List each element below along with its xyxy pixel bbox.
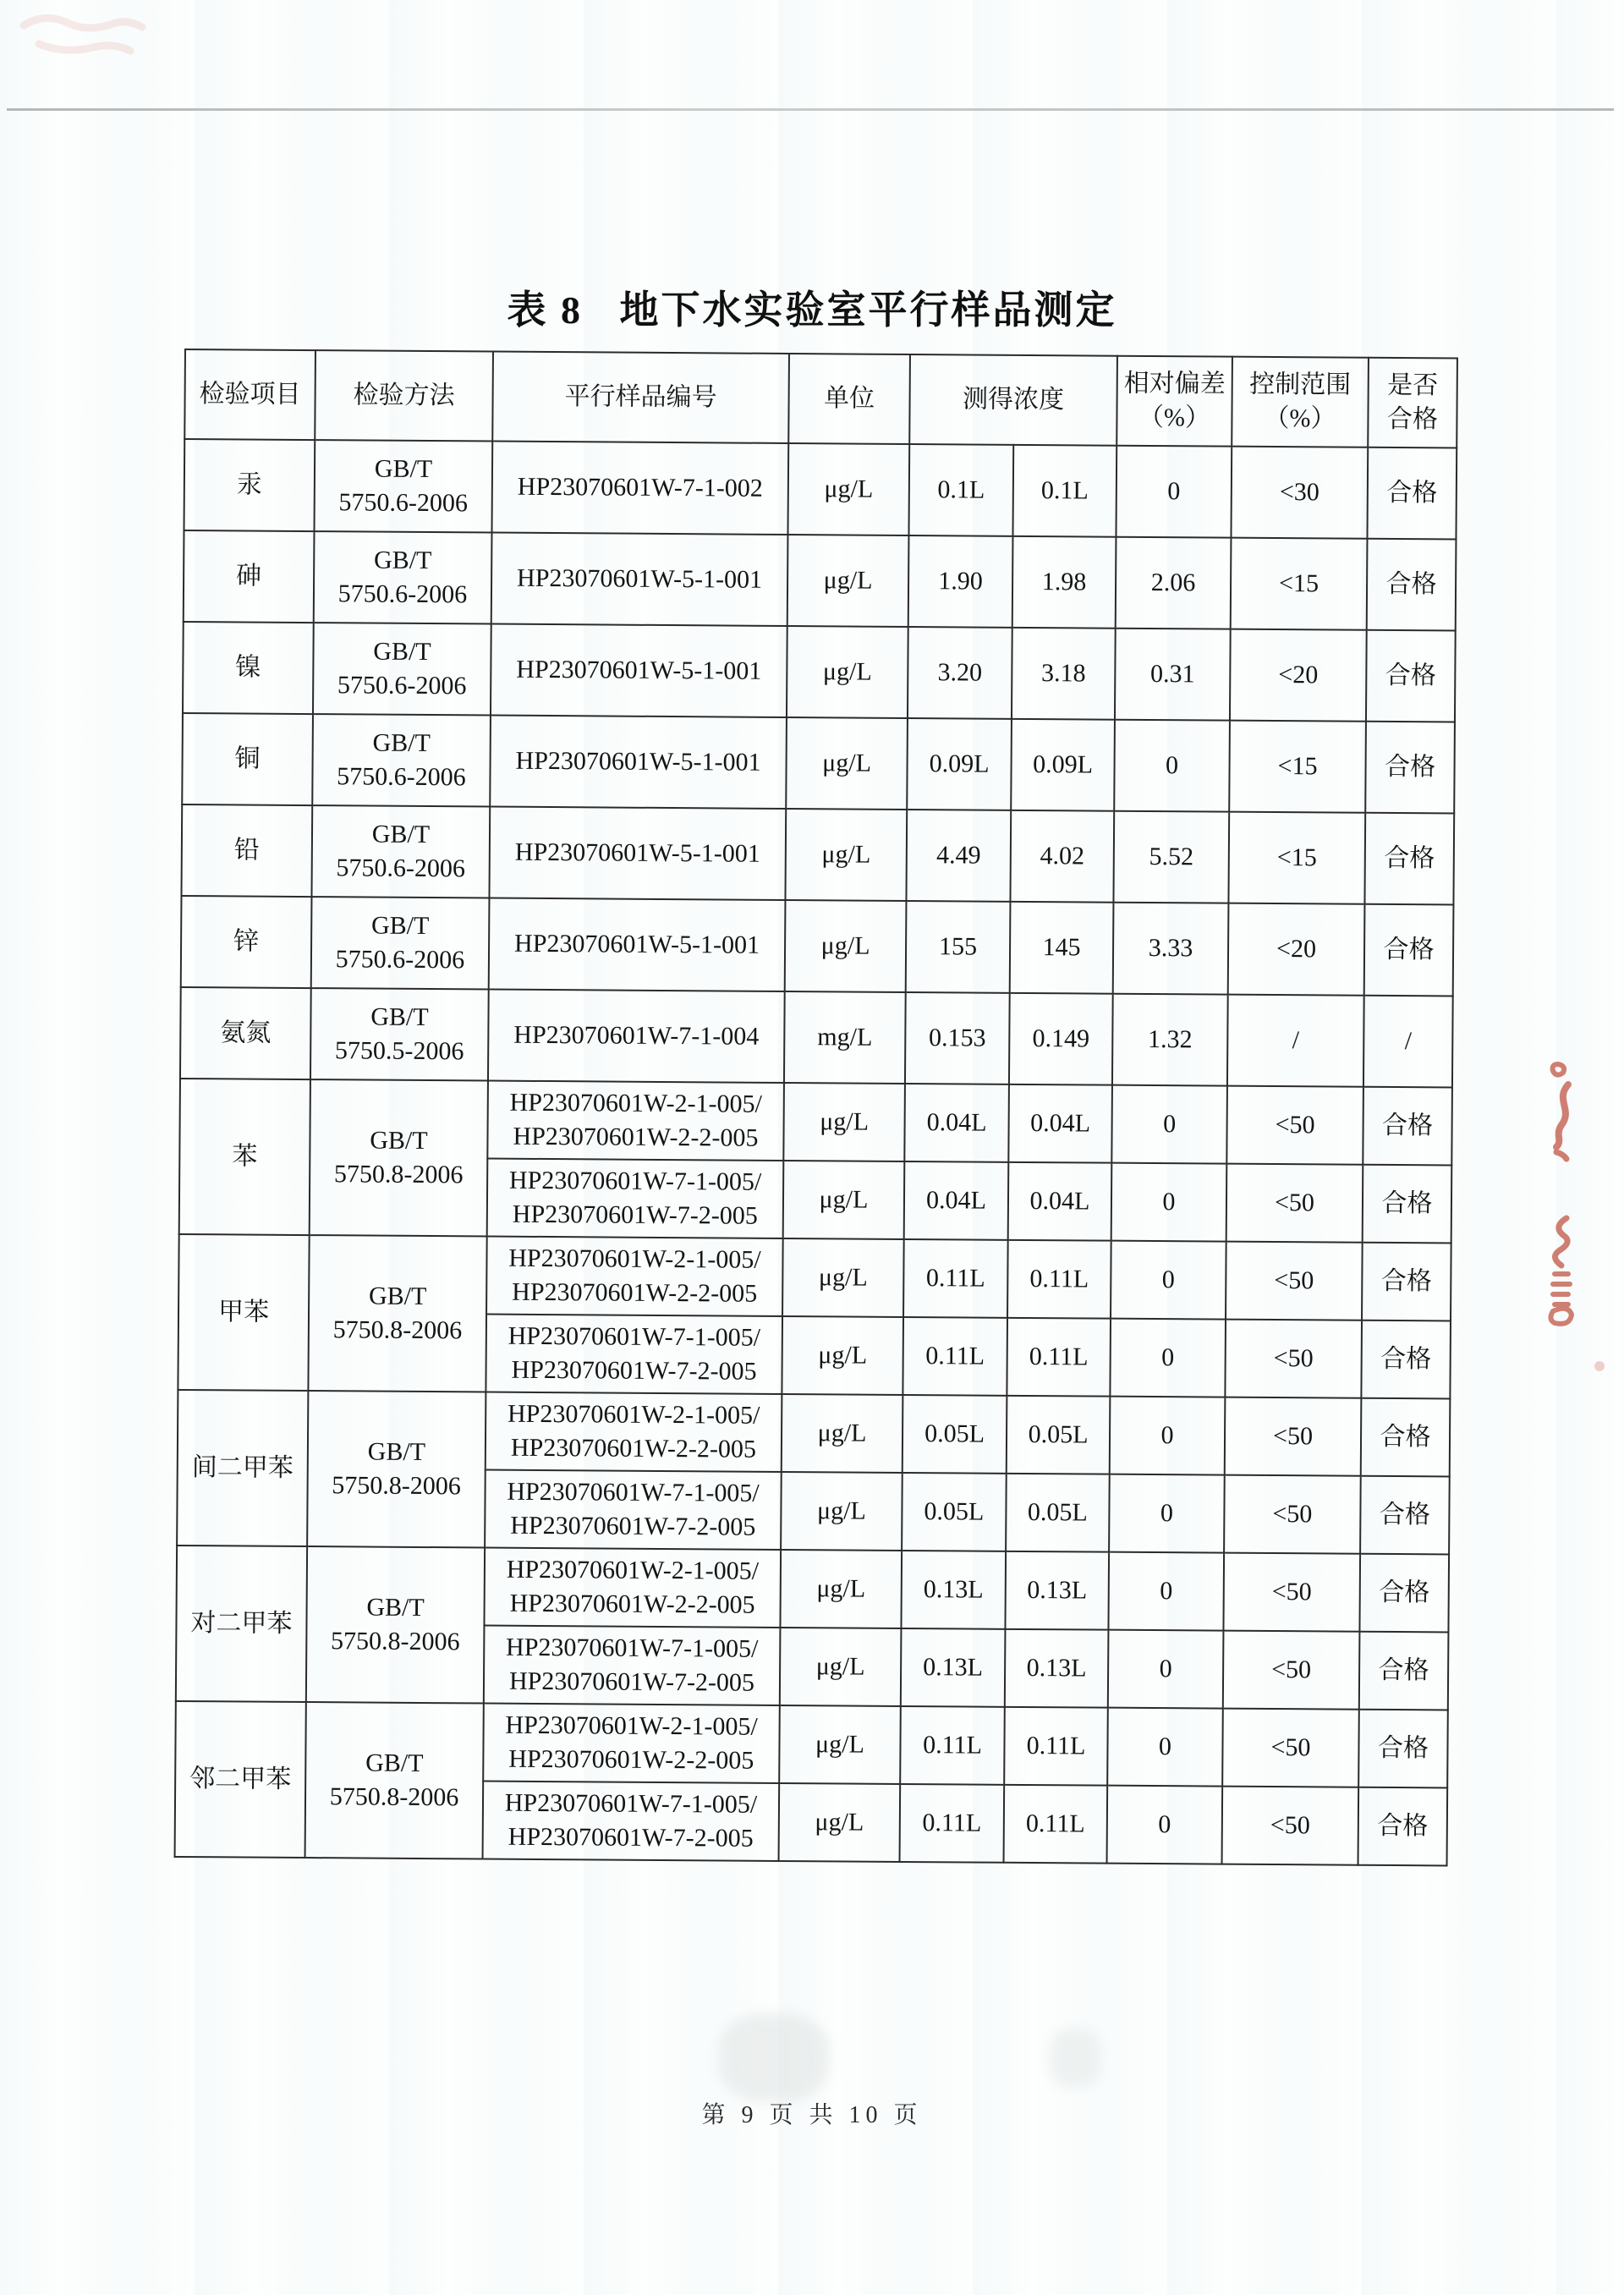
- test-item: 氨氮: [180, 987, 311, 1079]
- measured-2: 4.02: [1010, 810, 1114, 903]
- sample-id: HP23070601W-7-1-005/ HP23070601W-7-2-005: [486, 1315, 782, 1394]
- header-qualified: 是否 合格: [1368, 358, 1457, 448]
- measured-2: 0.11L: [1004, 1785, 1108, 1864]
- red-ink-mark: [24, 18, 142, 51]
- measured-1: 0.13L: [901, 1551, 1006, 1629]
- measured-1: 155: [906, 901, 1011, 993]
- control-range: <50: [1226, 1164, 1363, 1243]
- control-range: <50: [1226, 1086, 1363, 1165]
- unit: μg/L: [785, 900, 907, 992]
- relative-deviation: 0: [1108, 1630, 1224, 1709]
- qualified: 合格: [1361, 1320, 1451, 1399]
- unit: μg/L: [787, 443, 909, 535]
- measured-1: 1.90: [908, 535, 1013, 628]
- test-method: GB/T 5750.6-2006: [314, 531, 492, 623]
- test-method: GB/T 5750.8-2006: [308, 1235, 486, 1392]
- qualified: 合格: [1358, 1787, 1448, 1866]
- unit: μg/L: [786, 717, 908, 810]
- sample-id: HP23070601W-5-1-001: [491, 624, 787, 717]
- measured-1: 0.11L: [903, 1239, 1008, 1318]
- control-range: <50: [1223, 1631, 1360, 1710]
- test-method: GB/T 5750.6-2006: [312, 714, 491, 806]
- relative-deviation: 5.52: [1113, 811, 1229, 903]
- test-method: GB/T 5750.8-2006: [310, 1079, 488, 1236]
- control-range: <50: [1223, 1553, 1360, 1632]
- measured-1: 3.20: [908, 627, 1012, 719]
- measured-1: 0.05L: [902, 1473, 1007, 1551]
- control-range: <20: [1228, 903, 1365, 996]
- measured-2: 0.04L: [1008, 1162, 1112, 1241]
- test-method: GB/T 5750.6-2006: [311, 805, 490, 898]
- measured-2: 145: [1010, 902, 1114, 994]
- page-top-rule: [7, 108, 1614, 111]
- sample-id: HP23070601W-7-1-002: [491, 442, 788, 535]
- measured-2: 0.11L: [1007, 1318, 1111, 1397]
- measured-1: 0.04L: [904, 1161, 1009, 1240]
- measured-2: 0.11L: [1007, 1240, 1111, 1319]
- sample-id: HP23070601W-2-1-005/ HP23070601W-2-2-005: [486, 1237, 783, 1316]
- test-item: 镍: [183, 622, 314, 714]
- test-item: 对二甲苯: [176, 1546, 307, 1702]
- sample-id: HP23070601W-5-1-001: [491, 533, 788, 626]
- sample-id: HP23070601W-2-1-005/ HP23070601W-2-2-005: [483, 1704, 780, 1783]
- relative-deviation: 1.32: [1112, 994, 1228, 1086]
- test-item: 间二甲苯: [177, 1390, 308, 1546]
- test-method: GB/T 5750.8-2006: [306, 1546, 485, 1703]
- table-row: [176, 1546, 1449, 1632]
- header-unit: 单位: [788, 354, 910, 444]
- red-ink-mark: [1553, 1064, 1568, 1159]
- measured-2: 0.04L: [1008, 1084, 1112, 1163]
- unit: μg/L: [780, 1550, 902, 1628]
- qualified: 合格: [1367, 539, 1457, 631]
- measured-2: 0.149: [1009, 993, 1113, 1085]
- unit: mg/L: [784, 991, 906, 1084]
- measured-2: 0.1L: [1012, 445, 1116, 537]
- measured-1: 0.05L: [903, 1395, 1007, 1474]
- header-test-item: 检验项目: [184, 349, 315, 440]
- qualified: 合格: [1363, 1087, 1452, 1166]
- sample-id: HP23070601W-7-1-005/ HP23070601W-7-2-005: [484, 1626, 781, 1705]
- qualified: 合格: [1365, 722, 1455, 814]
- table-row: [175, 1701, 1448, 1787]
- qualified: 合格: [1366, 630, 1456, 722]
- header-measured-concentration: 测得浓度: [909, 354, 1117, 446]
- red-ink-mark: [1550, 1218, 1572, 1324]
- qualified: 合格: [1359, 1632, 1449, 1710]
- test-method: GB/T 5750.8-2006: [307, 1391, 486, 1547]
- qualified: /: [1363, 996, 1453, 1088]
- unit: μg/L: [780, 1628, 902, 1706]
- measured-2: 0.13L: [1005, 1551, 1109, 1630]
- test-item: 锌: [181, 896, 312, 988]
- qualified: 合格: [1361, 1398, 1451, 1477]
- control-range: <50: [1225, 1397, 1362, 1476]
- unit: μg/L: [782, 1316, 903, 1395]
- relative-deviation: 0: [1107, 1708, 1223, 1787]
- qualified: 合格: [1358, 1710, 1448, 1788]
- header-row: [184, 349, 1457, 447]
- test-method: GB/T 5750.5-2006: [310, 988, 489, 1080]
- qualified: 合格: [1367, 447, 1457, 540]
- sample-id: HP23070601W-5-1-001: [489, 898, 786, 991]
- control-range: <50: [1226, 1242, 1363, 1320]
- unit: μg/L: [783, 1083, 905, 1161]
- sample-id: HP23070601W-7-1-005/ HP23070601W-7-2-005: [483, 1782, 780, 1861]
- unit: μg/L: [781, 1472, 903, 1551]
- test-item: 甲苯: [178, 1234, 309, 1391]
- measured-1: 0.1L: [908, 444, 1013, 536]
- relative-deviation: 0: [1108, 1552, 1224, 1631]
- relative-deviation: 3.33: [1113, 903, 1229, 995]
- unit: μg/L: [782, 1394, 903, 1473]
- test-item: 汞: [184, 439, 315, 531]
- header-control-range: 控制范围 （%）: [1232, 357, 1369, 447]
- measured-1: 0.13L: [901, 1628, 1006, 1707]
- relative-deviation: 0: [1110, 1397, 1226, 1475]
- relative-deviation: 0: [1111, 1085, 1227, 1164]
- qualified: 合格: [1363, 1165, 1452, 1244]
- control-range: <50: [1224, 1475, 1361, 1554]
- test-item: 砷: [184, 530, 315, 623]
- control-range: <15: [1228, 812, 1365, 904]
- qualified: 合格: [1364, 813, 1454, 905]
- relative-deviation: 0: [1111, 1241, 1226, 1320]
- table-row: [178, 1390, 1451, 1476]
- parallel-sample-table: [174, 349, 1458, 1866]
- table-row: [180, 987, 1453, 1087]
- measured-2: 0.11L: [1004, 1707, 1108, 1786]
- control-range: /: [1227, 995, 1364, 1087]
- control-range: <30: [1231, 447, 1368, 539]
- sample-id: HP23070601W-5-1-001: [490, 716, 787, 809]
- table-row: [182, 713, 1455, 813]
- table-title: 表 8 地下水实验室平行样品测定: [507, 288, 1117, 332]
- measured-2: 0.05L: [1007, 1396, 1111, 1474]
- sample-id: HP23070601W-7-1-005/ HP23070601W-7-2-005: [485, 1470, 782, 1550]
- measured-1: 0.11L: [903, 1317, 1007, 1396]
- measured-1: 0.11L: [900, 1706, 1005, 1785]
- test-method: GB/T 5750.6-2006: [313, 623, 491, 715]
- measured-2: 0.05L: [1006, 1474, 1110, 1552]
- sample-id: HP23070601W-2-1-005/ HP23070601W-2-2-005: [486, 1392, 782, 1472]
- unit: μg/L: [779, 1783, 901, 1862]
- relative-deviation: 0: [1114, 720, 1230, 812]
- header-sample-id: 平行样品编号: [492, 352, 789, 443]
- header-relative-deviation: 相对偏差 （%）: [1116, 356, 1232, 447]
- red-ink-dot: [1594, 1361, 1605, 1371]
- sample-id: HP23070601W-7-1-004: [488, 990, 785, 1083]
- table-row: [183, 622, 1456, 722]
- sample-id: HP23070601W-2-1-005/ HP23070601W-2-2-005: [484, 1548, 781, 1628]
- measured-1: 0.11L: [900, 1784, 1005, 1863]
- measured-2: 3.18: [1012, 628, 1116, 720]
- page-footer: 第 9 页 共 10 页: [701, 2102, 923, 2128]
- test-item: 苯: [179, 1079, 310, 1235]
- test-method: GB/T 5750.8-2006: [305, 1702, 484, 1859]
- scan-smudge: [719, 2013, 829, 2102]
- relative-deviation: 0: [1111, 1163, 1227, 1242]
- control-range: <15: [1229, 721, 1366, 813]
- unit: μg/L: [787, 626, 908, 718]
- qualified: 合格: [1360, 1476, 1450, 1555]
- measured-1: 0.04L: [904, 1084, 1009, 1162]
- sample-id: HP23070601W-5-1-001: [489, 807, 786, 900]
- unit: μg/L: [787, 535, 909, 627]
- relative-deviation: 0.31: [1115, 629, 1231, 721]
- control-range: <20: [1230, 629, 1367, 722]
- control-range: <15: [1231, 538, 1368, 630]
- measured-2: 0.13L: [1005, 1629, 1109, 1708]
- control-range: <50: [1222, 1787, 1359, 1865]
- scan-smudge: [1049, 2029, 1101, 2088]
- test-item: 铅: [181, 804, 312, 897]
- test-method: GB/T 5750.6-2006: [311, 897, 490, 989]
- qualified: 合格: [1364, 904, 1454, 997]
- relative-deviation: 0: [1109, 1474, 1225, 1553]
- unit: μg/L: [785, 809, 907, 901]
- relative-deviation: 0: [1116, 446, 1232, 538]
- table-row: [184, 530, 1457, 630]
- header-test-method: 检验方法: [315, 350, 493, 441]
- sample-id: HP23070601W-2-1-005/ HP23070601W-2-2-005: [487, 1081, 784, 1161]
- relative-deviation: 2.06: [1116, 537, 1232, 629]
- test-item: 邻二甲苯: [175, 1701, 306, 1858]
- table-row: [181, 804, 1454, 904]
- table-row: [184, 439, 1457, 539]
- unit: μg/L: [779, 1705, 901, 1784]
- relative-deviation: 0: [1107, 1786, 1223, 1864]
- table-row: [178, 1234, 1451, 1320]
- test-method: GB/T 5750.6-2006: [314, 440, 492, 532]
- test-item: 铜: [182, 713, 313, 805]
- control-range: <50: [1225, 1320, 1362, 1398]
- sample-id: HP23070601W-7-1-005/ HP23070601W-7-2-005: [487, 1159, 784, 1238]
- control-range: <50: [1222, 1709, 1359, 1787]
- qualified: 合格: [1359, 1554, 1449, 1633]
- unit: μg/L: [783, 1161, 905, 1239]
- table-row: [181, 896, 1454, 996]
- measured-2: 1.98: [1012, 536, 1116, 629]
- unit: μg/L: [782, 1238, 904, 1317]
- measured-1: 0.09L: [907, 718, 1012, 810]
- measured-2: 0.09L: [1011, 719, 1115, 811]
- measured-1: 4.49: [906, 810, 1011, 902]
- measured-1: 0.153: [905, 992, 1010, 1084]
- qualified: 合格: [1362, 1243, 1451, 1321]
- table-row: [179, 1079, 1452, 1165]
- relative-deviation: 0: [1110, 1319, 1226, 1397]
